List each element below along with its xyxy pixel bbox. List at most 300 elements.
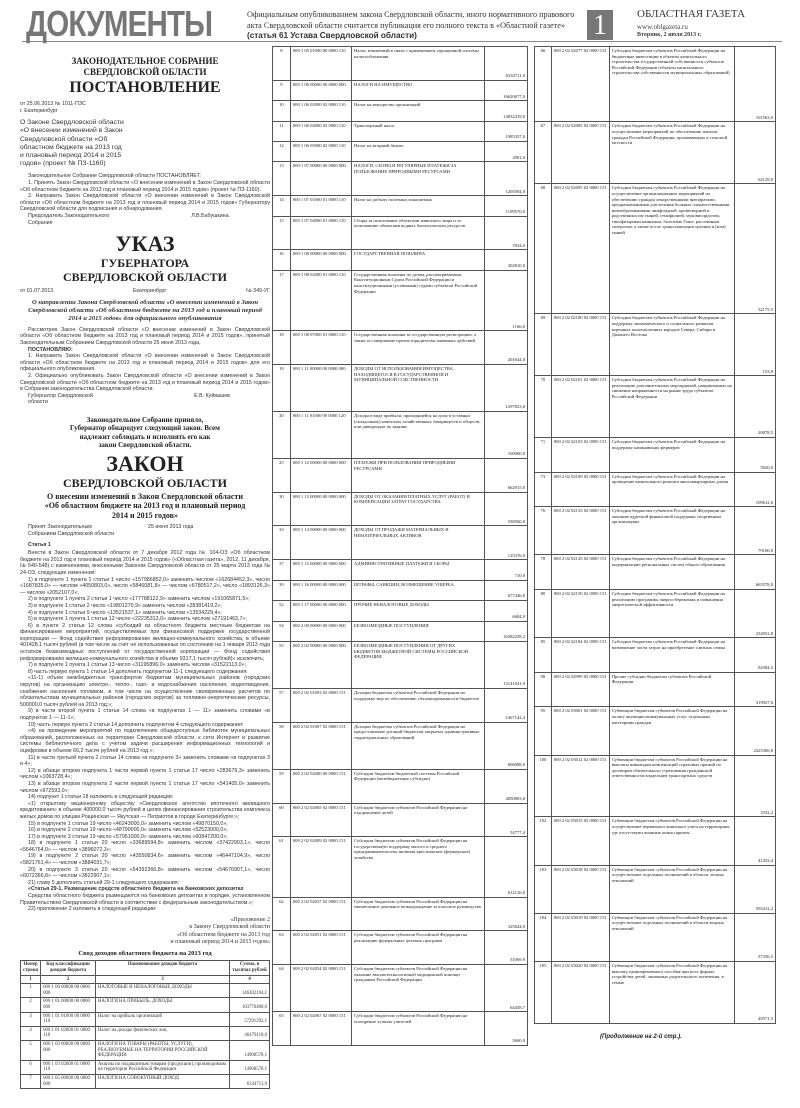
table-row (273, 803, 528, 837)
ukaz-sub1: ГУБЕРНАТОРА (100, 256, 190, 271)
revenue-name: НАЛОГИ НА СОВОКУПНЫЙ ДОХОД (95, 1074, 229, 1088)
revenue-table (20, 960, 270, 1089)
classification-code: 000 1 11 01000 00 0000 120 (290, 411, 351, 458)
row-number: 18 (273, 331, 291, 365)
revenue-name: Субсидии бюджетам субъектов Российской Федерации на осуществление организационных мероприятий по обеспечению граждан лекарственными препаратами, предназначенными для лечения больных злокачественными новообразованиями лимфоидной, кроветворной и родственных им тканей, гемофилией, муковисцидозом, гипофизарным нанизмом, болезнью Гоше, рассеянным склерозом, а также после трансплантации органов и (или) тканей (609, 184, 734, 314)
revenue-name: НАЛОГИ НА ИМУЩЕСТВО (352, 80, 485, 100)
zakon-subject: О внесении изменений в Закон Свердловской области «Об областном бюджете на 2013 год и плановый период 2014 и 2015 годов» (44, 491, 246, 520)
table-row (273, 1012, 528, 1046)
revenue-name: Субвенции бюджетам субъектов Российской Федерации на выплаты инвалидам компенсаций страховых премий по договорам обязательного страхования гражданской ответственности владельцев транспортных средств (609, 755, 734, 817)
amount: 5600,0 (484, 1012, 527, 1046)
classification-code: 000 1 01 00000 00 0000 000 (41, 998, 96, 1012)
amount: 14908578,1 (230, 1040, 270, 1060)
signature (28, 393, 230, 406)
paragraph: 16) в подпункте 2 статьи 19 число «48790000,0» заменить числом «52523000,0»; (28, 827, 228, 834)
article-heading: Статья 1 (28, 541, 51, 548)
table-row (273, 216, 528, 250)
table-row (535, 472, 776, 507)
revenue-name: Субвенции бюджетам субъектов Российской Федерации на оплату жилищно-коммунальных услуг отдельным категориям граждан (609, 707, 734, 755)
row-number: 16 (273, 250, 291, 270)
table-row (273, 931, 528, 965)
classification-code: 000 2 02 02101 02 0000 151 (551, 376, 609, 438)
classification-code: 000 1 13 00000 00 0000 000 (290, 492, 351, 526)
table-row (273, 769, 528, 803)
newspaper-header (22, 3, 782, 44)
col-header: Код классификации доходов бюджета (41, 961, 96, 975)
row-number: 66 (535, 47, 552, 122)
amount: 202810,0 (484, 250, 527, 270)
amount: 37356,5 (735, 913, 776, 961)
zakon-accepted (28, 524, 270, 537)
revenue-name: Субсидии бюджетам бюджетной системы Российской Федерации (межбюджетные субсидии) (352, 769, 485, 803)
amount: 6684,0 (484, 601, 527, 621)
revenue-name: Налог на доходы физических лиц (95, 1026, 229, 1040)
section-title: ДОКУМЕНТЫ (26, 3, 213, 44)
zakon-title: ЗАКОН (106, 450, 184, 476)
revenue-name: Субсидии бюджетам субъектов Российской Федерации на поощрение лучших учителей (352, 1012, 485, 1046)
amount: 662915,0 (484, 459, 527, 493)
paragraph: 20) в подпункте 3 статьи 20 число «54392366,8» заменить числом «54676907,1», число «6072366,8» — числом «3822907,1»; (20, 866, 270, 880)
table-row (535, 638, 776, 673)
classification-code: 000 1 11 00000 00 0000 000 (290, 364, 351, 411)
classification-code: 000 1 17 00000 00 0000 000 (290, 601, 351, 621)
row-number: 17 (273, 270, 291, 330)
amount: 54777,4 (484, 803, 527, 837)
table-row (535, 961, 776, 1023)
table-row (535, 672, 776, 707)
table-row (21, 1060, 270, 1074)
classification-code: 000 1 06 02000 02 0000 110 (290, 101, 351, 121)
ukaz-meta (20, 288, 270, 295)
table-row (273, 837, 528, 897)
row-number: 76 (535, 507, 552, 555)
row-number: 33 (273, 526, 291, 560)
table-row (273, 459, 528, 493)
revenue-name: Налог на игорный бизнес (352, 142, 485, 162)
classification-code: 000 1 12 00000 00 0000 000 (290, 459, 351, 493)
paragraph: 9) в части второй пункта 1 статьи 14 слова «в подпунктах 1 — 11» заменить словами «в подпунктах 1 — 11-1»; (20, 708, 270, 721)
amount: 677446,0 (484, 580, 527, 600)
right-column (534, 46, 776, 1024)
amount: 1297823,0 (484, 364, 527, 411)
row-number: 100 (535, 755, 552, 817)
paragraph: 1. Направить Закон Свердловской области «О внесении изменений в Закон Свердловской области «Об областном бюджете на 2013 год и плановый период 2014 и 2015 годов» для его официального опубликования. (20, 353, 270, 373)
classification-code: 000 1 03 00000 00 0000 000 (41, 1040, 96, 1060)
col-number: 1 (21, 975, 41, 984)
row-number: 65 (273, 1012, 291, 1046)
accepted-date: 25 июня 2013 года (148, 524, 194, 531)
amount: 2425306,8 (735, 707, 776, 755)
table-row (535, 589, 776, 637)
revenue-name: Дотации бюджетам субъектов Российской Федерации на предоставление дотаций бюджетам закрытых административно-территориальных образований (352, 722, 485, 769)
revenue-table-continued (534, 46, 776, 1024)
signature-name: Л.В.Бабушкина. (191, 212, 230, 219)
zakon-sub: СВЕРДЛОВСКОЙ ОБЛАСТИ (63, 475, 227, 490)
paragraph: 15) в подпункте 1 статьи 19 число «46243000,0» заменить числом «49870150,0»; (28, 820, 228, 827)
signature (28, 213, 230, 226)
row-number: 68 (535, 184, 552, 314)
amount: 1166,0 (484, 270, 527, 330)
col-number: 2 (41, 975, 96, 984)
revenue-name: Субвенции бюджетам субъектов Российской Федерации на осуществление отдельных полномочий в области лесных отношений (609, 865, 734, 913)
row-number: 104 (535, 913, 552, 961)
article-29-1-heading: «Статья 29-1. Размещение средств областного бюджета на банковских депозитах (28, 886, 244, 893)
row-number: 69 (535, 314, 552, 376)
classification-code: 000 1 08 07000 01 0000 110 (290, 331, 351, 365)
row-number: 8 (273, 47, 291, 81)
table-row (535, 438, 776, 473)
amount: 46479118,0 (230, 1026, 270, 1040)
paragraph: 5) в подпункте 1 пункта 1 статьи 12 число «22235313,0» заменить числом «27191463,7»; (28, 616, 247, 623)
table-row (273, 162, 528, 196)
table-row (21, 998, 270, 1012)
table-row (273, 142, 528, 162)
row-number: 20 (273, 411, 291, 458)
paragraph: «11-1) объем межбюджетных трансфертов бюджетам муниципальных районов (городских округов) на организацию электро-, тепло-, газо- и водоснабжения населения, водоотведения, снабжения населения топливом, в том числе на осуществление своевременных расчетов по обязательствам муниципальных районов (городских округов) за топливно-энергетические ресурсы, 500000,0 тысяч рублей на 2013 год;»; (20, 675, 270, 708)
ukaz-sub2: СВЕРДЛОВСКОЙ ОБЛАСТИ (63, 270, 227, 285)
amount: 101563,0 (735, 47, 776, 122)
revenue-name: ДОХОДЫ ОТ ИСПОЛЬЗОВАНИЯ ИМУЩЕСТВА, НАХОДЯЩЕГОСЯ В ГОСУДАРСТВЕННОЙ И МУНИЦИПАЛЬНОЙ СОБСТВЕННОСТИ (352, 364, 485, 411)
amount: 6334711,0 (484, 47, 527, 81)
table-row (535, 47, 776, 122)
amount: 41453,4 (735, 817, 776, 865)
amount: 665578,0 (735, 555, 776, 590)
revenue-name: Доходы в виде прибыли, приходящейся на доли в уставных (складочных) капиталах хозяйственных товариществ и обществ, или дивидендов по акциям (352, 411, 485, 458)
middle-column (272, 46, 528, 1046)
amount: 3332,2 (735, 755, 776, 817)
table-row (273, 526, 528, 560)
issue-date: Вторник, 2 июля 2013 г. (637, 32, 702, 38)
paragraph: 22) приложение 2 изложить в следующей редакции: (28, 906, 157, 913)
classification-code: 000 2 00 00000 00 0000 000 (290, 621, 351, 641)
org-region: СВЕРДЛОВСКОЙ ОБЛАСТИ (83, 67, 207, 77)
table-row (273, 196, 528, 216)
table-header-row (21, 961, 270, 975)
table-row (273, 270, 528, 330)
amount: 201644,0 (484, 331, 527, 365)
classification-code: 000 1 01 02000 01 0000 110 (41, 1026, 96, 1040)
classification-code: 000 1 07 00000 00 0000 000 (290, 162, 351, 196)
table-row (535, 184, 776, 314)
amount: 325644,0 (484, 897, 527, 931)
row-number: 71 (535, 438, 552, 473)
table-row (273, 641, 528, 688)
amount: 338560,0 (484, 492, 527, 526)
classification-code: 000 2 02 03012 02 0000 151 (551, 755, 609, 817)
revenue-name: БЕЗВОЗМЕЗДНЫЕ ПОСТУПЛЕНИЯ ОТ ДРУГИХ БЮДЖЕТОВ БЮДЖЕТНОЙ СИСТЕМЫ РОССИЙСКОЙ ФЕДЕРАЦИИ (352, 641, 485, 688)
table-row (21, 1026, 270, 1040)
row-number: 58 (273, 722, 291, 769)
amount: 62129,0 (735, 122, 776, 184)
table-row (273, 411, 528, 458)
table-row (273, 364, 528, 411)
table-row (535, 913, 776, 961)
col-header: Сумма, в тысячах рублей (230, 961, 270, 975)
revenue-name: ПЛАТЕЖИ ПРИ ПОЛЬЗОВАНИИ ПРИРОДНЫМИ РЕСУРСАМИ (352, 459, 485, 493)
row-number: 7 (21, 1074, 41, 1088)
table-row (273, 250, 528, 270)
row-number: 6 (21, 1060, 41, 1074)
row-number: 30 (273, 492, 291, 526)
amount: 57291292,1 (230, 1012, 270, 1026)
row-number: 102 (535, 817, 552, 865)
classification-code: 000 2 02 02150 02 0000 151 (551, 589, 609, 637)
ukaz-subject: О направлении Закона Свердловской области «О внесении изменений в Закон Свердловской области «Об областном бюджете на 2013 год и плановый период 2014 и 2015 годов» для официального опубликования (28, 298, 262, 322)
law-paragraphs (20, 550, 270, 886)
paragraph: Законодательное Собрание Свердловской области ПОСТАНОВЛЯЕТ: (28, 173, 202, 180)
website-link[interactable]: www.oblgazeta.ru (637, 23, 688, 31)
classification-code: 000 2 02 00000 00 0000 000 (290, 641, 351, 688)
row-number: 70 (535, 376, 552, 438)
col-header: Номер строки (21, 961, 41, 975)
annex-caption (20, 917, 270, 947)
amount: 51069,9 (484, 931, 527, 965)
ukaz-date: от 01.07.2013 (20, 288, 54, 295)
revenue-name: Субсидии бюджетам субъектов Российской Федерации на реализацию программы энергосбережения и повышения энергетической эффективности (609, 589, 734, 637)
postanovlenie-number: от 25.06.2013 № 1011-ПЗС (20, 101, 86, 107)
ukaz-city: Екатеринбург (132, 288, 167, 295)
table-row (273, 101, 528, 121)
row-number: 11 (273, 121, 291, 141)
amount: 32175,5 (735, 184, 776, 314)
paragraph: 19) в подпункте 2 статьи 20 число «43550834,6» заменить числом «46447104,9», число «5821761,4» — числом «3884031,7»; (20, 853, 270, 867)
table-row (273, 492, 528, 526)
amount: 710,0 (484, 560, 527, 580)
paragraph: «1) открытому акционерному обществу «Свердловское агентство ипотечного жилищного кредитования» в объеме 400000,0 тысяч рублей в целях финансирования строительства комплекса жилых домов по улицам Рощинская — Якутская — Патриотов в городе Екатеринбурге;»; (20, 800, 270, 820)
row-number: 19 (273, 364, 291, 411)
ukaz-number: № 349-УГ (245, 288, 270, 295)
row-number: 60 (273, 803, 291, 837)
paragraph: «4) на проведение мероприятий по подключению общедоступных библиотек муниципальных образований, расположенных на территории Свердловской области, к сети Интернет и развитие системы библиотечного дела с учетом задачи расширения информационных технологий и оцифровки в объеме 66,2 тысяч рублей на 2013 год.»; (20, 728, 270, 754)
amount: 15141041,9 (484, 641, 527, 688)
row-number: 103 (535, 865, 552, 913)
row-number: 12 (273, 142, 291, 162)
continued-note: (Продолжение на 2-й стр.). (600, 1034, 682, 1040)
row-number: 1 (21, 984, 41, 998)
classification-code: 000 2 02 03001 02 0000 151 (551, 707, 609, 755)
revenue-name: Субсидии бюджетам субъектов Российской Федерации на реализацию федеральных целевых программ (352, 931, 485, 965)
row-number: 37 (273, 560, 291, 580)
signature-role: Председатель Законодательного Собрания (28, 212, 110, 226)
row-number: 52 (273, 601, 291, 621)
amount: 503412,2 (735, 865, 776, 913)
table-row (273, 121, 528, 141)
table-row (273, 601, 528, 621)
amount: 125376,0 (484, 526, 527, 560)
amount: 103776400,0 (230, 998, 270, 1012)
amount: 14832419,0 (484, 101, 527, 121)
classification-code: 000 2 02 02999 02 0000 151 (551, 672, 609, 707)
table-row (535, 755, 776, 817)
paragraph: Рассмотрев Закон Свердловской области «О внесении изменений в Закон Свердловской области «Об областном бюджете на 2013 год и плановый период 2014 и 2015 годов», принятый Законодательным Собранием Свердловской области 25 июня 2013 года, (20, 326, 270, 346)
publication-notice (247, 10, 577, 42)
table-row (535, 314, 776, 376)
table-row (273, 560, 528, 580)
amount: 6334711,0 (230, 1074, 270, 1088)
row-number: 95 (535, 707, 552, 755)
amount: 146302194,1 (230, 984, 270, 998)
row-number: 3 (21, 1012, 41, 1026)
revenue-name: ШТРАФЫ, САНКЦИИ, ВОЗМЕЩЕНИЕ УЩЕРБА (352, 580, 485, 600)
revenue-name: Субсидии бюджетам субъектов Российской Федерации на бюджетные инвестиции в объекты капитального строительства государственной собственности субъектов Российской Федерации (объекты капитального строительства собственности муниципальных образований) (609, 47, 734, 122)
classification-code: 000 1 00 00000 00 0000 000 (41, 984, 96, 998)
row-number: 64 (273, 965, 291, 1012)
paragraph: 4) в подпункте 1 статьи 9 число «13521537,1» заменить числом «13534229,4»; (28, 609, 222, 616)
row-number: 90 (535, 672, 552, 707)
classification-code: 000 1 03 02000 01 0000 110 (41, 1060, 96, 1074)
classification-code: 000 2 02 02037 02 0000 151 (290, 897, 351, 931)
row-number: 73 (535, 472, 552, 507)
newspaper-name: ОБЛАСТНАЯ ГАЗЕТА (637, 8, 746, 20)
paragraph: 18) в подпункте 1 статьи 20 число «33689594,8» заменить числом «37422903,1», число «5646764,0» — числом «3896072,3»; (20, 840, 270, 853)
paragraph: 17) в подпункте 3 статьи 19 число «57951000,0» заменить числом «60847200,0»; (28, 833, 228, 840)
revenue-name: ГОСУДАРСТВЕННАЯ ПОШЛИНА (352, 250, 485, 270)
table-row (273, 80, 528, 100)
revenue-name: Налог, взимаемый в связи с применением упрощенной системы налогообложения (352, 47, 485, 81)
revenue-name: Субсидии бюджетам субъектов Российской Федерации на оказание высокотехнологичной медицинской помощи гражданам Российской Федерации (352, 965, 485, 1012)
amount: 79100,0 (735, 507, 776, 555)
revenue-name: Субсидии бюджетам субъектов Российской Федерации на возмещение части затрат на приобретение элитных семян (609, 638, 734, 673)
classification-code: 000 1 05 01000 00 0000 110 (290, 47, 351, 81)
amount: 1985357,0 (484, 121, 527, 141)
col-header: Наименование доходов бюджета (95, 961, 229, 975)
amount: 64458,7 (484, 965, 527, 1012)
table-row (535, 707, 776, 755)
classification-code: 000 1 16 00000 00 0000 000 (290, 580, 351, 600)
ukaz-title: УКАЗ (115, 231, 175, 257)
revenue-name: Налог на прибыль организаций (95, 1012, 229, 1026)
col-number: 4 (230, 975, 270, 984)
revenue-name: ПРОЧИЕ НЕНАЛОГОВЫЕ ДОХОДЫ (352, 601, 485, 621)
revenue-name: Субвенции бюджетам субъектов Российской Федерации на выплату единовременного пособия при всех формах устройства детей, лишенных родительского попечения, в семью (609, 961, 734, 1023)
revenue-name: Налог на имущество организаций (352, 101, 485, 121)
revenue-name: Государственная пошлина за государственную регистрацию, а также за совершение прочих юридически значимых действий (352, 331, 485, 365)
postanovlenie-subject: О Законе Свердловской области «О внесении изменений в Закон Свердловской области «Об областном бюджете на 2013 год и плановый период 2014 и 2015 годов» (проект № ПЗ-1160) (20, 119, 124, 168)
revenue-name: НАЛОГИ НА ТОВАРЫ (РАБОТЫ, УСЛУГИ), РЕАЛИЗУЕМЫЕ НА ТЕРРИТОРИИ РОССИЙСКОЙ ФЕДЕРАЦИИ (95, 1040, 229, 1060)
left-column (20, 46, 270, 1096)
revenue-name: Субсидии бюджетам субъектов Российской Федерации на осуществление мероприятий по обеспечению жильем граждан Российской Федерации, проживающих в сельской местности (609, 122, 734, 184)
row-number: 14 (273, 196, 291, 216)
row-number: 13 (273, 162, 291, 196)
paragraph: Средства областного бюджета размещаются на банковских депозитах в порядке, установленном Правительством Свердловской области в соответствии с федеральным законодательством.»; (20, 893, 270, 906)
amount: 16620677,0 (484, 80, 527, 100)
paragraph: 11) в части третьей пункта 2 статьи 14 слова «в подпункте 3» заменить словами «в подпунктах 3 и 4»; (20, 754, 270, 768)
revenue-table-continued (272, 46, 528, 1046)
revenue-name: Транспортный налог (352, 121, 485, 141)
revenue-name: Субсидии бюджетам субъектов Российской Федерации на ежемесячное денежное вознаграждение за классное руководство (352, 897, 485, 931)
row-number: 78 (535, 555, 552, 590)
postanovlenie-city: г. Екатеринбург (20, 107, 58, 114)
revenue-name: Субсидии бюджетам субъектов Российской Федерации на поддержку экономического и социального развития коренных малочисленных народов Севера, Сибири и Дальнего Востока (609, 314, 734, 376)
table-row (535, 507, 776, 555)
paragraph: 13) в абзаце втором подпункта 2 части первой пункта 1 статьи 17 число «541405,0» заменить числом «972593,0»; (20, 780, 270, 794)
amount: 1199570,0 (484, 196, 527, 216)
classification-code: 000 1 06 00000 00 0000 000 (290, 80, 351, 100)
signature-name: Е.В. Куйвашев (194, 392, 230, 399)
classification-code: 000 2 02 02145 02 0000 151 (551, 555, 609, 590)
amount: 319927,6 (735, 672, 776, 707)
table-row (273, 689, 528, 723)
revenue-name: Государственная пошлина по делам, рассматриваемым Конституционным Судом Российской Федерации и конституционными (уставными) судами субъектов Российской Федерации (352, 270, 485, 330)
classification-code: 000 2 02 02095 02 0000 151 (551, 184, 609, 314)
accepted-text: Принят Законодательным Собранием Свердловской области (28, 524, 115, 537)
table-row (273, 621, 528, 641)
revenue-name: Субсидии бюджетам субъектов Российской Федерации на государственную поддержку малого и среднего предпринимательства, включая крестьянские (фермерские) хозяйства (352, 837, 485, 897)
classification-code: 000 2 02 02100 02 0000 151 (551, 314, 609, 376)
notice-text: Официальным опубликованием закона Свердловской области, иного нормативного правового акта Свердловской области считается публикация его полного текста в «Областной газете» (247, 10, 575, 30)
classification-code: 000 1 15 00000 00 0000 000 (290, 560, 351, 580)
annex-line: к Закону Свердловской области (189, 924, 270, 931)
revenue-name: Налог на добычу полезных ископаемых (352, 196, 485, 216)
table-row (273, 897, 528, 931)
amount: 100000,0 (484, 411, 527, 458)
table-row (273, 47, 528, 81)
table-row (21, 1074, 270, 1088)
table-row (535, 122, 776, 184)
classification-code: 000 2 02 02133 02 0000 151 (551, 507, 609, 555)
classification-code: 000 2 02 01007 02 0000 151 (290, 722, 351, 769)
revenue-name: Субсидии бюджетам субъектов Российской Федерации на оказание адресной финансовой поддержки спортивным организациям (609, 507, 734, 555)
row-number: 10 (273, 101, 291, 121)
signature-role: Губернатор Свердловской области (28, 392, 93, 406)
table-body (21, 984, 270, 1089)
classification-code: 000 1 07 01000 01 0000 110 (290, 196, 351, 216)
amount: 5020,0 (735, 438, 776, 473)
classification-code: 000 1 08 00000 00 0000 000 (290, 250, 351, 270)
classification-code: 000 2 02 02009 02 0000 151 (290, 837, 351, 897)
annex-line: «Приложение 2 (230, 916, 270, 923)
paragraph-bold: ПОСТАНОВЛЯЮ: (28, 346, 73, 353)
table-row (273, 580, 528, 600)
amount: 14908578,1 (230, 1060, 270, 1074)
paragraph: 2. Официально опубликовать Закон Свердловской области «О внесении изменений в Закон Свердловской области «Об областном бюджете на 2013 год и плановый период 2014 и 2015 годов» в Собрании законодательства Свердловской области. (20, 372, 270, 393)
paragraph: 1) в подпункте 1 пункта 1 статьи 1 число «157986852,0» заменить числом «162684452,3», число «1687835,0» — числом «4050803,0», число «5846081,8» — числом «6780517,2», число «1893126,3» — числом «2052107,0»; (20, 576, 270, 596)
paragraph: Внести в Закон Свердловской области от 7 декабря 2012 года № 104-ОЗ «Об областном бюджете на 2013 год и плановый период 2014 и 2015 годов» («Областная газета», 2012, 11 декабря, № 540-548) с изменениями, внесенными Законом Свердловской области от 25 марта 2013 года № 24-ОЗ, следующие изменения: (20, 550, 270, 576)
amount: 16382258,2 (484, 621, 527, 641)
revenue-name: Субсидии бюджетам субъектов Российской Федерации на поддержку начинающих фермеров (609, 438, 734, 473)
row-number: 105 (535, 961, 552, 1023)
notice-bold: (статья 61 Устава Свердловской области) (247, 31, 417, 40)
table-title: Свод доходов областного бюджета на 2013 год (78, 949, 212, 957)
revenue-name: Субсидии бюджетам субъектов Российской Федерации на проведение капитального ремонта многоквартирных домов (609, 472, 734, 507)
paragraph: 21) главу 5 дополнить статьей 29-1 следующего содержания: (28, 879, 180, 886)
revenue-name: Сборы за пользование объектами животного мира и за пользование объектами водных биологических ресурсов (352, 216, 485, 250)
revenue-name: Субсидии бюджетам субъектов Российской Федерации на реализацию дополнительных мероприятий, направленных на снижение напряженности на рынке труда субъектов Российской Федерации (609, 376, 734, 438)
row-number: 85 (535, 638, 552, 673)
amount: 4050803,0 (484, 769, 527, 803)
row-number: 25 (273, 459, 291, 493)
classification-code: 000 1 05 00000 00 0000 000 (41, 1074, 96, 1088)
classification-code: 000 1 01 01000 00 0000 110 (41, 1012, 96, 1026)
classification-code: 000 1 07 04000 01 0000 110 (290, 216, 351, 250)
annex-line: и плановый период 2014 и 2015 годов» (170, 939, 270, 946)
revenue-name: НАЛОГИ, СБОРЫ И РЕГУЛЯРНЫЕ ПЛАТЕЖИ ЗА ПОЛЬЗОВАНИЕ ПРИРОДНЫМИ РЕСУРСАМИ (352, 162, 485, 196)
paragraph: 10) часть первую пункта 2 статьи 14 дополнить подпунктом 4 следующего содержания: (28, 721, 244, 728)
amount: 84384,5 (735, 638, 776, 673)
revenue-name: ДОХОДЫ ОТ ОКАЗАНИЯ ПЛАТНЫХ УСЛУГ (РАБОТ) И КОМПЕНСАЦИИ ЗАТРАТ ГОСУДАРСТВА (352, 492, 485, 526)
paragraph: 8) часть первую пункта 1 статьи 14 дополнить подпунктом 11-1 следующего содержания: (28, 668, 248, 675)
revenue-name: Субвенции бюджетам субъектов Российской Федерации на осуществление первичного воинского учета на территориях, где отсутствуют военные комиссариаты (609, 817, 734, 865)
row-number: 4 (21, 1026, 41, 1040)
row-number: 39 (273, 580, 291, 600)
page-number: 1 (587, 10, 613, 40)
row-number: 2 (21, 998, 41, 1012)
classification-code: 000 2 02 02054 02 0000 151 (290, 965, 351, 1012)
table-row (535, 817, 776, 865)
amount: 1205504,0 (484, 162, 527, 196)
row-number: 9 (273, 80, 291, 100)
table-row (535, 376, 776, 438)
